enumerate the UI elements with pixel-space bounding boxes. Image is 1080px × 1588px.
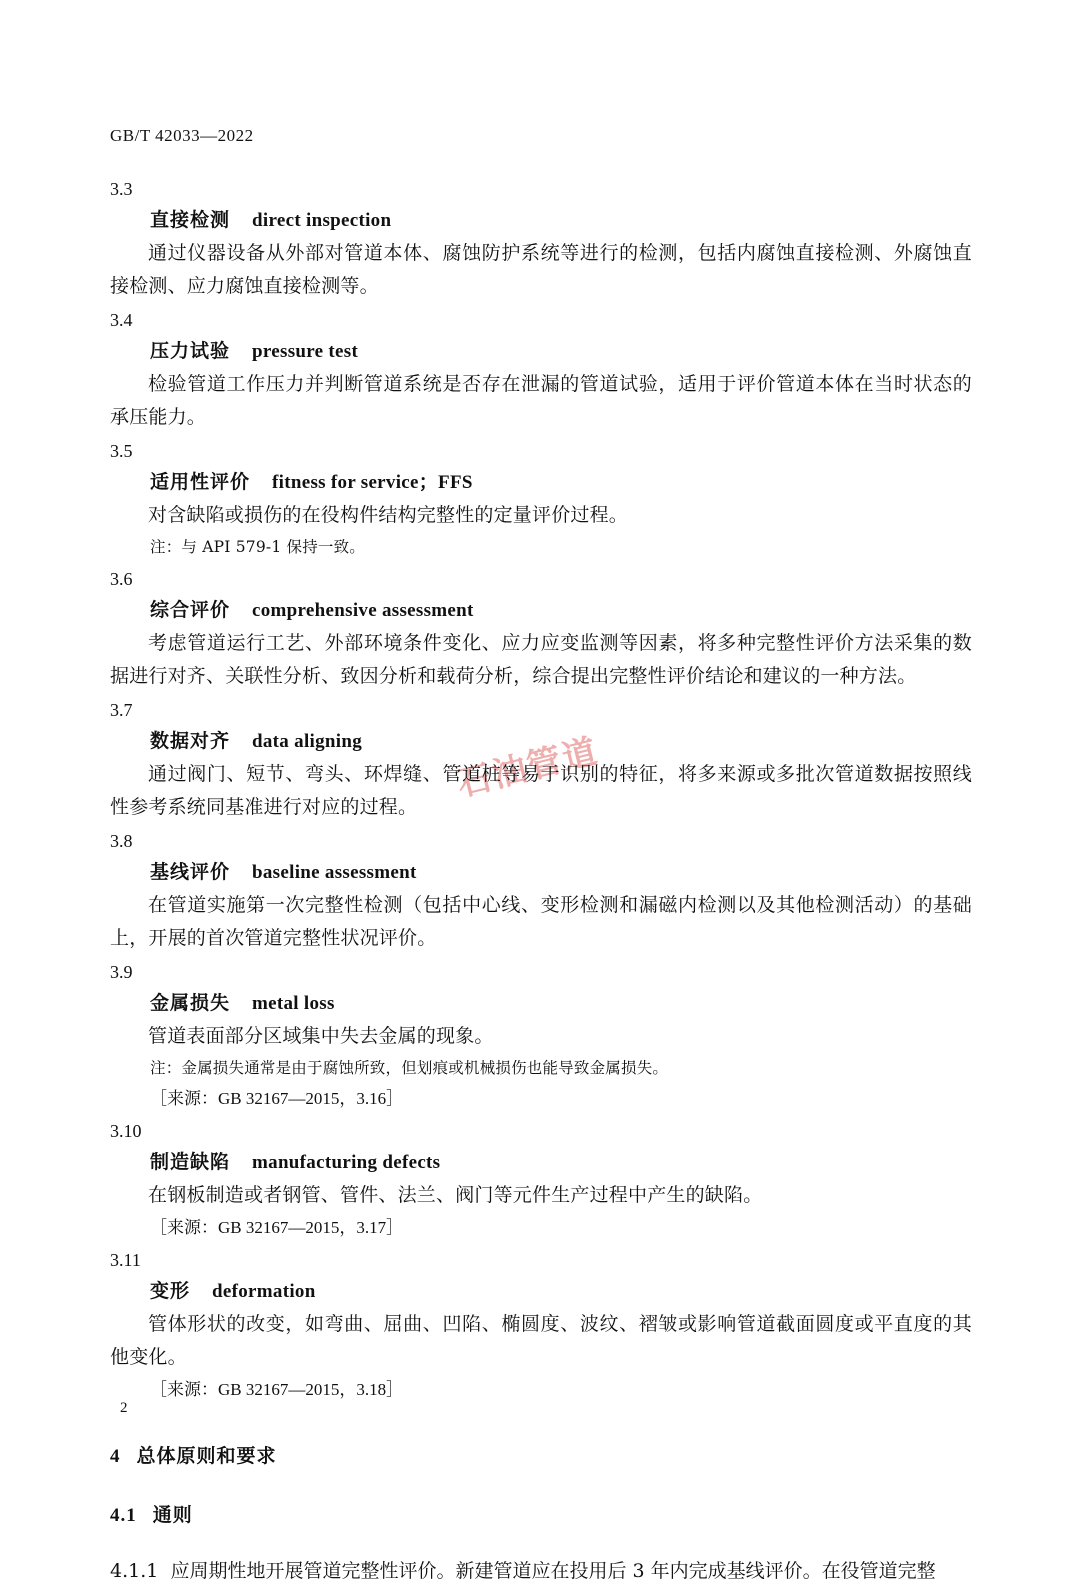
clause-number: 3.4 <box>110 310 133 330</box>
term-english: metal loss <box>252 993 335 1014</box>
term-source: ［来源：GB 32167—2015，3.18］ <box>150 1380 404 1399</box>
term-heading <box>150 594 972 627</box>
section-heading <box>110 1439 972 1474</box>
term-definition: 通过阀门、短节、弯头、环焊缝、管道桩等易于识别的特征，将多来源或多批次管道数据按照线性参考系统同基准进行对应的过程。 <box>110 763 972 818</box>
clause-number: 3.11 <box>110 1250 141 1270</box>
clause-number: 3.9 <box>110 962 133 982</box>
term-heading <box>150 466 972 499</box>
subsection-heading <box>110 1498 972 1533</box>
term-note: 注：与 API 579-1 保持一致。 <box>150 538 366 556</box>
term-heading <box>150 1146 972 1179</box>
document-content <box>110 172 972 1588</box>
term-heading <box>150 204 972 237</box>
term-source: ［来源：GB 32167—2015，3.17］ <box>150 1218 404 1237</box>
clause-number: 3.8 <box>110 831 133 851</box>
term-heading <box>150 856 972 889</box>
term-heading <box>150 725 972 758</box>
clause-number: 3.6 <box>110 569 133 589</box>
subsection-title: 通则 <box>152 1504 193 1526</box>
term-chinese: 变形 <box>150 1280 191 1302</box>
section-number: 4 <box>110 1446 121 1467</box>
clause-number: 3.3 <box>110 179 133 199</box>
term-heading <box>150 1275 972 1308</box>
term-definition: 检验管道工作压力并判断管道系统是否存在泄漏的管道试验，适用于评价管道本体在当时状态的承压能力。 <box>110 373 972 428</box>
term-definition: 在管道实施第一次完整性检测（包括中心线、变形检测和漏磁内检测以及其他检测活动）的基础上，开展的首次管道完整性状况评价。 <box>110 894 972 949</box>
term-english: direct inspection <box>252 210 392 231</box>
clause-number: 3.10 <box>110 1121 142 1141</box>
term-english: fitness for service；FFS <box>272 472 473 493</box>
term-english: pressure test <box>252 341 359 362</box>
term-definition: 对含缺陷或损伤的在役构件结构完整性的定量评价过程。 <box>148 504 629 526</box>
clause-number: 3.5 <box>110 441 133 461</box>
paragraph-number: 4.1.1 <box>110 1560 159 1582</box>
paragraph-text: 应周期性地开展管道完整性评价。新建管道应在投用后 3 年内完成基线评价。在役管道完整 <box>170 1560 936 1582</box>
term-english: comprehensive assessment <box>252 600 474 621</box>
subsection-number: 4.1 <box>110 1505 137 1526</box>
term-heading <box>150 987 972 1020</box>
term-heading <box>150 335 972 368</box>
term-definition: 在钢板制造或者钢管、管件、法兰、阀门等元件生产过程中产生的缺陷。 <box>148 1184 763 1206</box>
term-chinese: 综合评价 <box>150 599 231 621</box>
section-title: 总体原则和要求 <box>136 1445 277 1467</box>
term-chinese: 直接检测 <box>150 209 231 231</box>
term-definition: 考虑管道运行工艺、外部环境条件变化、应力应变监测等因素，将多种完整性评价方法采集的数据进行对齐、关联性分析、致因分析和载荷分析，综合提出完整性评价结论和建议的一种方法。 <box>110 632 972 687</box>
watermark: 石油管道 <box>453 731 603 805</box>
term-chinese: 适用性评价 <box>150 471 251 493</box>
term-chinese: 基线评价 <box>150 861 231 883</box>
term-chinese: 压力试验 <box>150 340 231 362</box>
term-source: ［来源：GB 32167—2015，3.16］ <box>150 1089 404 1108</box>
term-english: data aligning <box>252 731 363 752</box>
term-english: deformation <box>212 1281 316 1302</box>
term-english: baseline assessment <box>252 862 417 883</box>
term-definition: 管道表面部分区域集中失去金属的现象。 <box>148 1025 494 1047</box>
term-definition: 通过仪器设备从外部对管道本体、腐蚀防护系统等进行的检测，包括内腐蚀直接检测、外腐蚀直接检测、应力腐蚀直接检测等。 <box>110 242 972 297</box>
term-definition: 管体形状的改变，如弯曲、屈曲、凹陷、椭圆度、波纹、褶皱或影响管道截面圆度或平直度的其他变化。 <box>110 1313 972 1368</box>
page-header: GB/T 42033—2022 <box>110 126 254 145</box>
clause-number: 3.7 <box>110 700 133 720</box>
term-note: 注：金属损失通常是由于腐蚀所致，但划痕或机械损伤也能导致金属损失。 <box>150 1059 669 1077</box>
term-chinese: 金属损失 <box>150 992 231 1014</box>
term-english: manufacturing defects <box>252 1152 441 1173</box>
body-paragraph <box>110 1555 972 1588</box>
page-number: 2 <box>120 1400 128 1416</box>
term-chinese: 数据对齐 <box>150 730 231 752</box>
term-chinese: 制造缺陷 <box>150 1151 231 1173</box>
